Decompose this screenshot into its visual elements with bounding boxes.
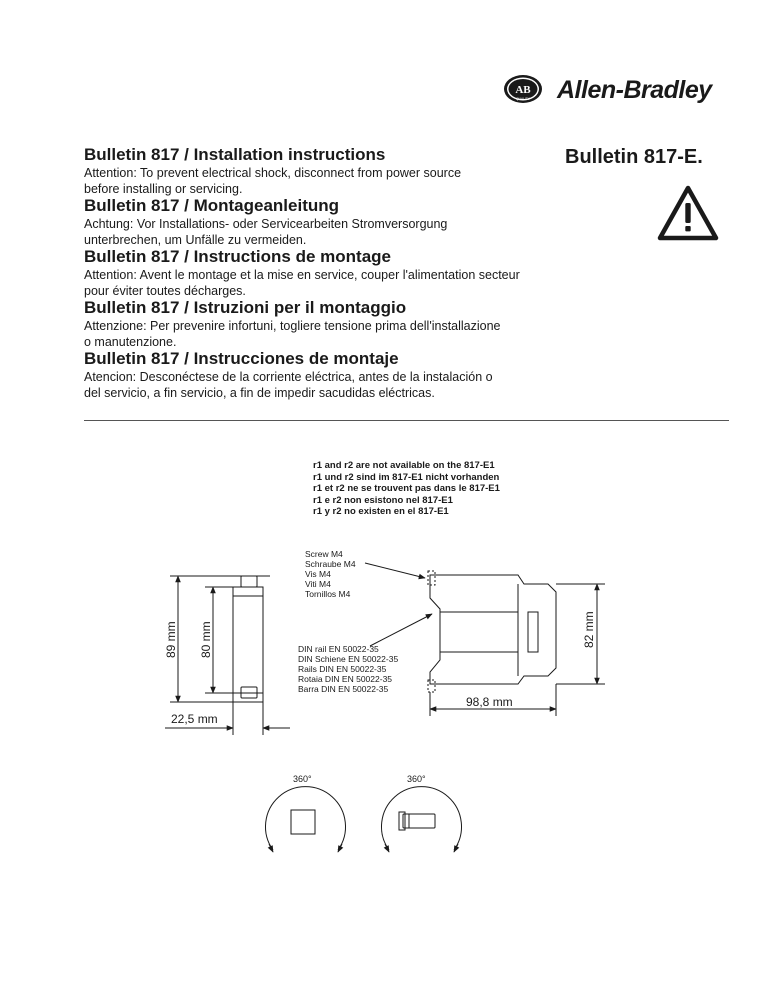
section-text-line: unterbrechen, um Unfälle zu vermeiden. (84, 233, 307, 247)
section-text-line: before installing or servicing. (84, 182, 243, 196)
product-title: Bulletin 817-E. (565, 146, 703, 168)
section-text-line: pour éviter toutes décharges. (84, 284, 246, 298)
note-line: r1 y r2 no existen en el 817-E1 (313, 506, 449, 517)
section-heading: Bulletin 817 / Montageanleitung (84, 196, 340, 215)
section-text-line: del servicio, a fin servicio, a fin de impedir sacudidas eléctricas. (84, 386, 435, 400)
section-text-line: Attenzione: Per prevenire infortuni, togliere tensione prima dell'installazione (84, 319, 501, 333)
screw-label: Viti M4 (305, 579, 331, 589)
rail-label: Rails DIN EN 50022-35 (298, 664, 387, 674)
section-heading: Bulletin 817 / Instrucciones de montaje (84, 349, 399, 368)
dim-depth: 98,8 mm (466, 695, 513, 709)
section-text-line: o manutenzione. (84, 335, 177, 349)
logo-subtext: QUALITY (516, 97, 530, 101)
rail-label: Barra DIN EN 50022-35 (298, 684, 389, 694)
screw-label: Tornillos M4 (305, 589, 351, 599)
rotation-right (381, 787, 461, 852)
dim-82mm: 82 mm (582, 611, 596, 648)
section-text-line: Atencion: Desconéctese de la corriente eléctrica, antes de la instalación o (84, 370, 493, 384)
rotation-left-label: 360° (293, 774, 312, 784)
dim-80mm: 80 mm (199, 621, 213, 658)
rail-label: Rotaia DIN EN 50022-35 (298, 674, 393, 684)
screw-label: Vis M4 (305, 569, 331, 579)
screw-label: Screw M4 (305, 549, 343, 559)
section-text-line: Achtung: Vor Installations- oder Servicearbeiten Stromversorgung (84, 217, 448, 231)
rail-label: DIN rail EN 50022-35 (298, 644, 379, 654)
logo-text: AB (515, 84, 531, 96)
section-heading: Bulletin 817 / Instructions de montage (84, 247, 391, 266)
rotation-right-label: 360° (407, 774, 426, 784)
brand-name: Allen-Bradley (557, 76, 712, 104)
section-text-line: Attention: To prevent electrical shock, disconnect from power source (84, 166, 462, 180)
rotation-left (266, 787, 346, 852)
note-line: r1 und r2 sind im 817-E1 nicht vorhanden (313, 471, 500, 483)
section-heading: Bulletin 817 / Installation instructions (84, 145, 386, 164)
note-line: r1 and r2 are not available on the 817-E1 (313, 460, 495, 471)
dim-width: 22,5 mm (171, 712, 218, 726)
dim-89mm: 89 mm (164, 621, 178, 658)
rail-label: DIN Schiene EN 50022-35 (298, 654, 399, 664)
screw-label: Schraube M4 (305, 559, 356, 569)
section-heading: Bulletin 817 / Istruzioni per il montaggio (84, 298, 407, 317)
side-view (365, 563, 605, 716)
section-text-line: Attention: Avent le montage et la mise en service, couper l'alimentation secteur (84, 268, 520, 282)
note-line: r1 et r2 ne se trouvent pas dans le 817-E1 (313, 483, 500, 494)
note-line: r1 e r2 non esistono nel 817-E1 (313, 494, 453, 506)
